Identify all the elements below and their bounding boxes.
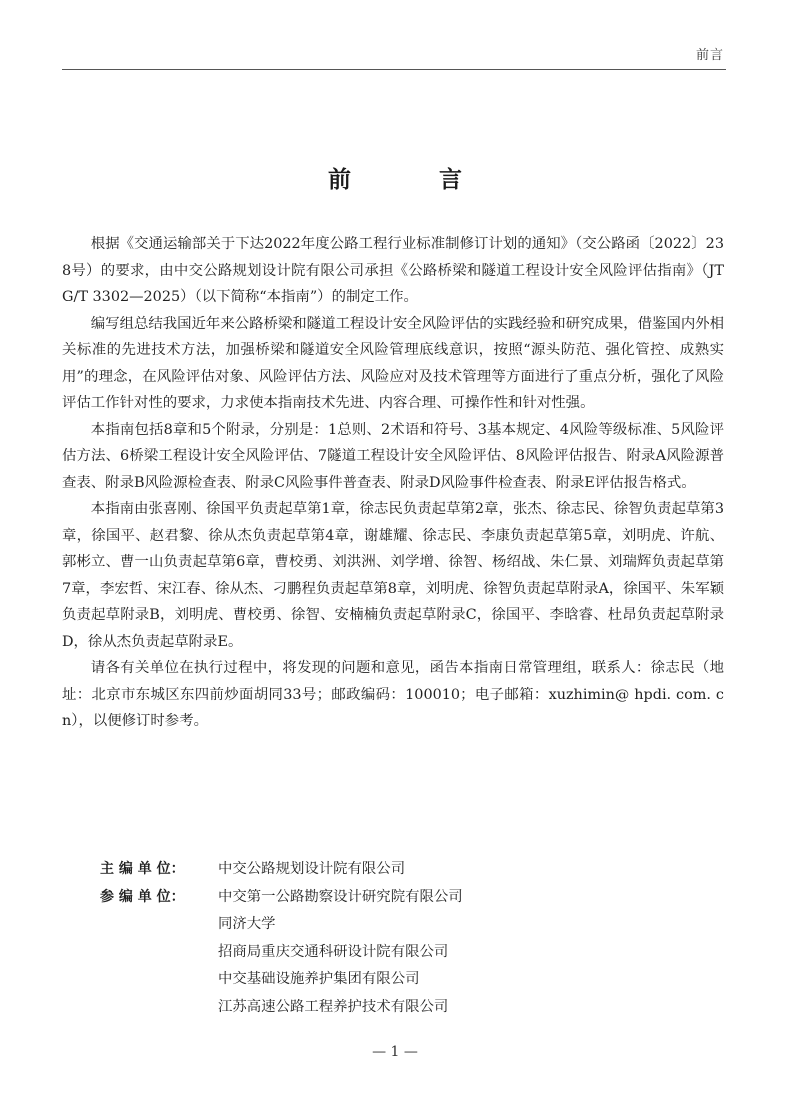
participating-editor-list	[218, 884, 463, 1022]
paragraph-4: 本指南由张喜刚、徐国平负责起草第1章，徐志民负责起草第2章，张杰、徐志民、徐智负责起草第3章，徐国平、赵君黎、徐从杰负责起草第4章，谢雄耀、徐志民、李康负责起草第5章，刘明虎、许航、郭彬立、曹一山负责起草第6章，曹校勇、刘洪洲、刘学增、徐智、杨绍战、朱仁景、刘瑞辉负责起草第7章，李宏哲、宋江春、徐从杰、刁鹏程负责起草第8章，刘明虎、徐智负责起草附录A，徐国平、朱军颖负责起草附录B，刘明虎、曹校勇、徐智、安楠楠负责起草附录C，徐国平、李晗睿、杜昂负责起草附录D，徐从杰负责起草附录E。	[62, 501, 724, 650]
participating-editor-label: 参 编 单 位：	[100, 888, 185, 905]
paragraph-3: 本指南包括8章和5个附录，分别是：1总则、2术语和符号、3基本规定、4风险等级标准、5风险评估方法、6桥梁工程设计安全风险评估、7隧道工程设计安全风险评估、8风险评估报告、附录A风险源普查表、附录B风险源检查表、附录C风险事件普查表、附录D风险事件检查表、附录E评估报告格式。	[62, 421, 724, 491]
editing-units	[100, 856, 660, 1021]
participating-unit: 中交第一公路勘察设计研究院有限公司	[218, 888, 463, 905]
chief-editor-row	[100, 856, 660, 884]
chief-editor-unit: 中交公路规划设计院有限公司	[218, 861, 406, 877]
participating-unit: 中交基础设施养护集团有限公司	[218, 971, 420, 987]
participating-unit: 江苏高速公路工程养护技术有限公司	[218, 998, 449, 1015]
header-rule	[62, 69, 726, 70]
participating-unit: 招商局重庆交通科研设计院有限公司	[218, 943, 449, 960]
paragraph-1: 根据《交通运输部关于下达2022年度公路工程行业标准制修订计划的通知》（交公路函〔2022〕238号）的要求，由中交公路规划设计院有限公司承担《公路桥梁和隧道工程设计安全风险评估指南》（JTG/T 3302—2025）（以下简称“本指南”）的制定工作。	[62, 236, 724, 305]
participating-editor-row	[100, 884, 660, 1022]
chief-editor-label: 主 编 单 位：	[100, 861, 185, 877]
page-title: 前 言	[327, 167, 502, 194]
running-header: 前言	[695, 48, 724, 63]
page-number: — 1 —	[372, 1044, 418, 1060]
paragraph-2: 编写组总结我国近年来公路桥梁和隧道工程设计安全风险评估的实践经验和研究成果，借鉴国内外相关标准的先进技术方法，加强桥梁和隧道安全风险管理底线意识，按照“源头防范、强化管控、成熟实用”的理念，在风险评估对象、风险评估方法、风险应对及技术管理等方面进行了重点分析，强化了风险评估工作针对性的要求，力求使本指南技术先进、内容合理、可操作性和针对性强。	[62, 315, 724, 411]
chief-editor-list	[218, 856, 405, 884]
participating-unit: 同济大学	[218, 916, 276, 932]
foreword-body	[62, 231, 724, 735]
paragraph-5: 请各有关单位在执行过程中，将发现的问题和意见，函告本指南日常管理组，联系人：徐志民（地址：北京市东城区东四前炒面胡同33号；邮政编码：100010；电子邮箱：xuzhimin@ hpdi. com. cn），以便修订时参考。	[62, 660, 724, 729]
